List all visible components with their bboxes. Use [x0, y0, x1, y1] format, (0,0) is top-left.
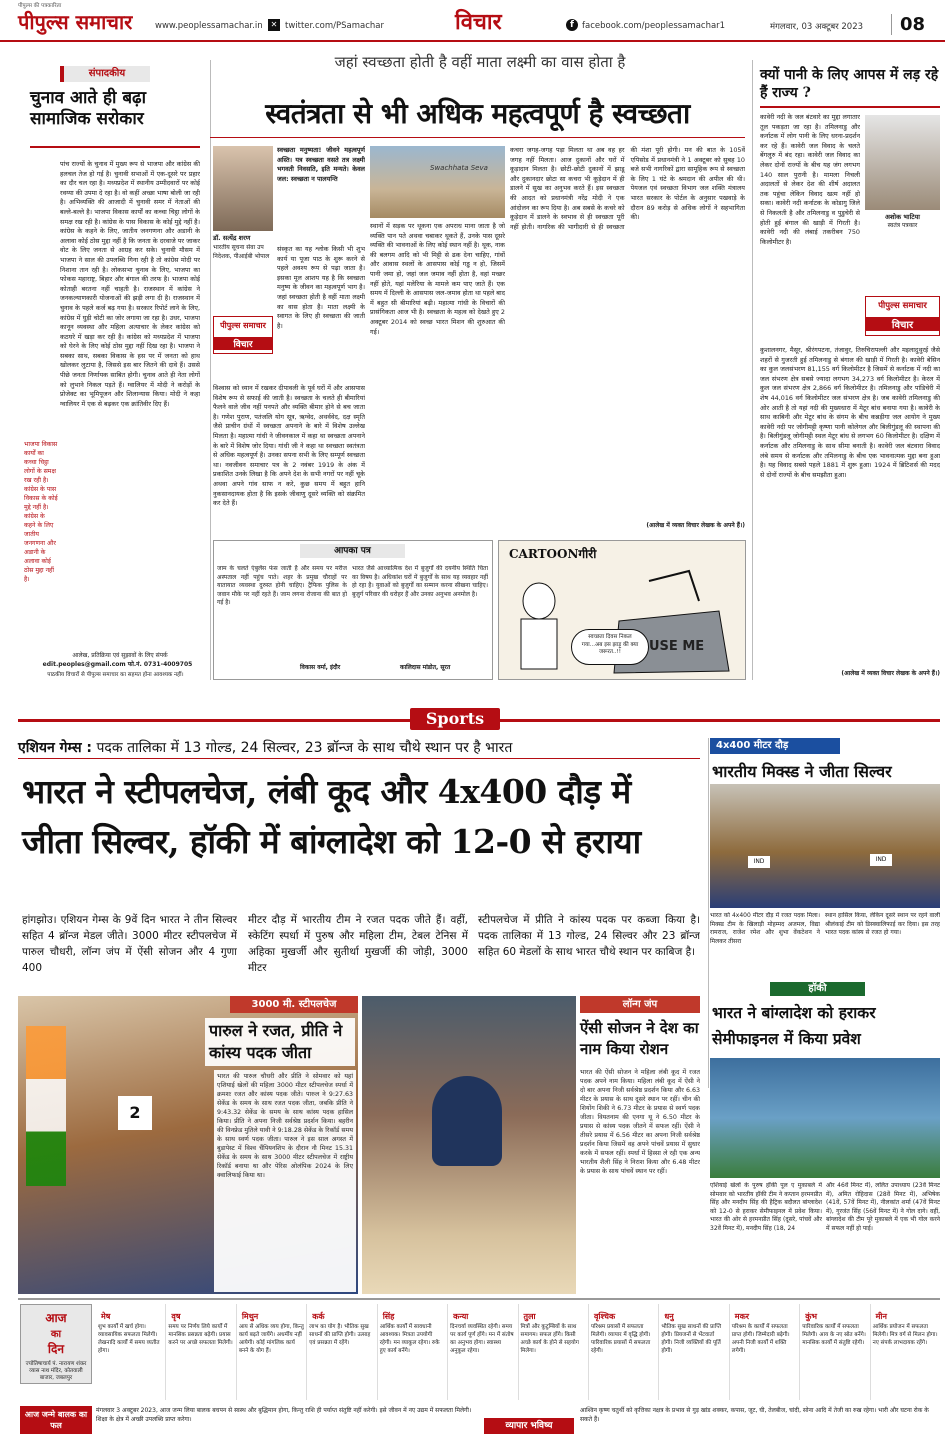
editorial-footer-1: आलेख, प्रतिक्रिया एवं सुझावों के लिए संपर्क [72, 652, 168, 659]
sports-headline-line-2: जीता सिल्वर, हॉकी में बांग्लादेश को 12-0 से हराया [22, 822, 641, 861]
sports-kicker-text: पदक तालिका में 13 गोल्ड, 24 सिल्वर, 23 ब्रॉन्ज के साथ चौथे स्थान पर है भारत [96, 740, 513, 756]
water-brand-logo: पीपुल्स समाचार [878, 301, 927, 311]
rashi-mesh-text: शुभ कार्यों में खर्च होगा। व्यावसायिक सफलता मिलेगी। लेखनादि कार्यों में समय व्यतीत होगा। [98, 1324, 160, 1354]
main-article-title: स्वतंत्रता से भी अधिक महत्वपूर्ण है स्वच्छता [265, 97, 690, 130]
water-author-photo [865, 115, 940, 210]
cartoon-panel [498, 540, 746, 680]
rashi-makar-text: परिश्रम के कार्यों में सफलता प्राप्त होगी। जिम्मेदारी बढ़ेगी। अपनी निजी कार्यों में शक्ति लगेगी। [731, 1324, 790, 1354]
rashi-meen-text: आर्थिक प्रयोजन में सफलता मिलेगी। मित्र वर्ग से मिलन होगा। नए संपर्क लाभदायक रहेंगे। [872, 1324, 938, 1346]
rashi-makar [730, 1304, 800, 1400]
runner-bib-1: 2 [118, 1096, 152, 1130]
astrologer-name: ज्योतिषाचार्य पं. नारायण शंकर व्यास नाथ मंदिर, कोतवाली बाजार, जबलपुर [25, 1361, 87, 1381]
rashi-kanya-name: कन्या [453, 1312, 469, 1321]
editorial-tag: संपादकीय [60, 66, 150, 82]
relay-bib-2: IND [870, 854, 892, 866]
steeple-tag: 3000 मी. स्टीपलचेज [230, 996, 358, 1013]
masthead [0, 0, 945, 42]
cartoon-speech-bubble: स्वच्छता दिवस निकल गया...अब इस झाड़ू की क्या जरूरत..!! [571, 629, 649, 665]
twitter-link[interactable]: twitter.com/PSamachar [285, 21, 384, 31]
facebook-icon: f [566, 19, 578, 31]
editorial-divider [30, 146, 200, 148]
rashi-mithun-name: मिथुन [241, 1312, 259, 1321]
letter-2-sign: कालिदास मांडोत, सूरत [400, 664, 451, 671]
rashi-mithun-text: आय से अधिक व्यय होगा, किन्तु कार्य बढ़ते जायेंगे। अधर्मीय नहीं आयेगी। कोई मांगलिक कार्य बनने के योग हैं। [238, 1324, 304, 1354]
brand-badge-logo: पीपुल्स समाचार [220, 320, 266, 330]
sports-lead-col-3: स्टीपलचेज में प्रीति ने कांस्य पदक पर कब्जा किया है। पदक तालिका में 13 गोल्ड, 24 सिल्वर और 23 ब्रॉन्ज सहित 60 मेडलों के साथ भारत चौथे स्थान पर काबिज है। [478, 914, 700, 958]
steeple-title: पारुल ने रजत, प्रीति ने कांस्य पदक जीता [205, 1018, 355, 1066]
rashi-vrishchik-text: परिश्रम प्रयासों में सफलता मिलेगी। व्यापार में वृद्धि होगी। पारिवारिक प्रयासों में सफलता रहेगी। [590, 1324, 651, 1354]
water-article-rule [760, 106, 940, 108]
sports-section-label: Sports [410, 708, 500, 730]
relay-title: भारतीय मिक्स्ड ने जीता सिल्वर [712, 762, 892, 781]
water-author-role: स्वतंत्र पत्रकार [887, 222, 918, 229]
relay-photo [710, 784, 940, 908]
relay-tag: 4x400 मीटर दौड़ [710, 738, 840, 754]
author-role: भारतीय सूचना सेवा उप निदेशक, पीआईबी भोपाल [213, 244, 270, 260]
editorial-title: चुनाव आते ही बढ़ा सामाजिक सरोकार [30, 88, 147, 129]
article-photo-caption: Swachhata Seva [430, 164, 488, 172]
daily-birth-label: आज जन्मे बालक का फल [20, 1406, 92, 1434]
masthead-tagline: पीपुल्स की पत्रकारिता [18, 3, 62, 9]
water-author-name: अशोक भाटिया [885, 213, 920, 221]
rashi-tula [519, 1304, 589, 1400]
rashi-singh-name: सिंह [382, 1312, 395, 1321]
steeple-text: भारत की पारुल चौधरी और प्रीति ने सोमवार को यहां एशियाई खेलों की महिला 3000 मीटर स्टीपलचेज स्पर्धा में क्रमशः रजत और कांस्य पदक जीते। पारुल ने 9:27.63 सेकेंड के समय के साथ रजत पदक जीता, जबकि प्रीति ने 9:43.32 सेकेंड के समय के साथ कांस्य पदक हासिल किया। प्रीति ने अपना निजी सर्वश्रेष्ठ प्रदर्शन किया। बहरीन की विनफ्रेड मुतिले यावी ने 9:18.28 सेकेंड के रिकॉर्ड समय के साथ स्वर्ण पदक जीता। पारुल ने इस साल अगस्त में बुडापेस्ट में विश्व चैंपियनशिप के दौरान नौ मिनट 15.31 सेकेंड के समय के साथ 3000 मीटर स्टीपलचेज में राष्ट्रीय रिकॉर्ड बनाया था और पेरिस ओलंपिक 2024 के लिए क्वालिफाई किया था। [214, 1070, 356, 1292]
hockey-text-1: एशियाई खेलों के पुरुष हॉकी पूल ए मुकाबले में सोमवार को भारतीय हॉकी टीम ने कप्तान हरमनप्रीत सिंह और मनदीप सिंह की हैट्रिक बदौलत बांग्लादेश को 12-0 से हराकर सेमीफाइनल में प्रवेश किया। भारत की ओर से हरमनप्रीत सिंह (दूसरे, पांचवें और 32वें मिनट में), मनदीप सिंह (18, 24 [710, 1182, 822, 1232]
rashi-mithun [237, 1304, 307, 1400]
rashi-vrish-text: समय पर निर्णय लिये कार्यों में मानसिक प्रसन्नता बढ़ेगी। प्रयास करने पर अच्छे सफलता मिलेगी। [168, 1324, 233, 1346]
brand-badge [213, 316, 273, 354]
rashi-vrish-name: वृष [171, 1312, 181, 1321]
right-column-divider [752, 60, 753, 680]
jump-text: भारत की ऐंसी सोजन ने महिला लंबी कूद में रजत पदक अपने नाम किया। महिला लंबी कूद में ऐंसी ने दो बार अपना निजी सर्वश्रेष्ठ प्रदर्शन किया और 6.63 मीटर के प्रयास के साथ दूसरे स्थान पर रहीं। चीन की शियोंग शिकी ने 6.73 मीटर के प्रयास से स्वर्ण पदक जीता। वियतनाम की एनगा थू ने 6.50 मीटर के प्रयास से कांस्य पदक जीतने में सफल रहीं। ऐंसी ने तीसरे प्रयास में 6.56 मीटर का अपना निजी सर्वश्रेष्ठ प्रदर्शन किया जिसमें वह अपने पांचवें प्रयास में सुधार करके में सफल रहीं। स्पर्धा में हिस्सा ले रही एक अन्य भारतीय शैली सिंह ने निराश किया और 6.48 मीटर के प्रयास के साथ पांचवें स्थान पर रहीं। [580, 1069, 700, 1175]
rashi-meen-name: मीन [875, 1312, 887, 1321]
main-article-col3: कचरा जगह-जगह पड़ा मिलता था अब वह हर जगह नहीं मिलता। आज दुकानों और घरों में कूड़ादान मिलता है। छोटी-छोटी दुकानों में झाडू और दुकानदार छोटा सा कचरा भी कूड़ेदान में ही डालने में सुख का अनुभव करते हैं। इस स्वच्छता की आदत को प्रधानमंत्री नरेंद्र मोदी ने एक आंदोलन का रूप दिया है। अब सबसे के कचरे को कूड़ेदान में डालने के स्वभाव से ही स्वच्छता पूरी नहीं होती। नागरिक की भागीदारी से ही स्वच्छता की मंशा पूरी होगी। मन की बात के 105वें एपिसोड में प्रधानमंत्री ने 1 अक्टूबर को सुबह 10 बजे सभी नागरिकों द्वारा सामूहिक रूप से स्वच्छता के लिए 1 घंटे के श्रमदान की अपील की थी। पेयजल एवं स्वच्छता विभाग जल शक्ति मंत्रालय भारत सरकार के पोर्टल के अनुसार पखवाड़े के दौरान 89 करोड़ से अधिक लोगों ने सहभागिता की। [510, 146, 745, 231]
rashi-kumbh-text: पारिवारिक कार्यों में सफलता मिलेगी। आय के नए स्रोत बनेंगे। मानसिक कार्यों में संतुष्टि रहेगी। [802, 1324, 866, 1346]
long-jump-photo [362, 996, 576, 1294]
rashi-vrish [166, 1304, 236, 1400]
aaj-label-a: आज [45, 1311, 67, 1325]
page-number: 08 [891, 14, 925, 35]
rashi-kanya-text: दिनचर्या व्यवस्थित रहेगी। समय पर कार्य पूर्ण होंगे। मन में संतोष का अनुभव होगा। स्वास्थ्य अनुकूल रहेगा। [450, 1324, 514, 1354]
water-article-title: क्यों पानी के लिए आपस में लड़ रहे हैं राज्य ? [760, 67, 939, 101]
hockey-text-2: और 46वें मिनट में), ललित उपाध्याय (23वें मिनट में), अमित रोहिदास (28वें मिनट में), अभिषेक (41वें, 57वें मिनट में), नीलकांत शर्मा (47वें मिनट में), गुरजंत सिंह (56वें मिनट में) ने गोल दागे। वहीं, बांग्लादेश की टीम पूरे मुकाबले में एक भी गोल करने में सफल नहीं हो पाई। [826, 1182, 940, 1232]
rashi-mesh [96, 1304, 166, 1400]
main-article-rule [210, 137, 745, 138]
water-brand-section: विचार [866, 317, 939, 331]
rashi-vrishchik [589, 1304, 659, 1400]
editorial-body: पांच राज्यों के चुनाव में मुख्य रूप से भाजपा और कांग्रेस की हलचल तेज हो गई है। चुनावी सभाओं में एक-दूसरे पर प्रहार का दौर चल रहा है। मध्यप्रदेश में स्थानीय उम्मीदवारों पर कोई रवय्या की उपमा दे रहा है। वो कहीं अच्छा भाषा बोली जा रही है। अभिव्यक्ति की आजादी में चुनावी समर में नेताओं की बल्ले-बल्ले है। भाजपा विकास कार्यों का कच्चा चिट्ठा लोगों के समक्ष रख रही है। कांग्रेस के पास विकास के कोई मुद्दे नहीं है। कांग्रेस के कहने के लिए, जातीय जनगणना और अडानी के अलावा कोई ठोस मुद्दा नहीं है कि जनता के दरवाजे पर जाकर वोट के लिए जनता से आग्रह कर सके। चुनावी मौसम में भाजपा ने साल की उपलब्धि गिना रही है तो कांग्रेस मोदी पर निशाना तान रही है। लोकसभा चुनाव के लिए, भाजपा का फोकस महाराष्ट्र, बिहार और बंगाल की तरफ है। भाजपा कोई कोताही बरतना नहीं चाहती है। राजस्थान में कांग्रेस ने जनकल्याणकारी योजनाओं की झड़ी लगा दी है। राजस्थान में चुनाव के पहले कर्ज बढ़ गया है। सरकार रिपोर्ट लाने के लिए, कांग्रेस में घुड़ी चोटी का जोर लगाया जा रहा है। उधर, भाजपा कानून व्यवस्था और महिला अत्याचार के लेकर कांग्रेस को कठघरे में खड़ा कर रही है। कांग्रेस को मध्यप्रदेश में भाजपा को घेरने के लिए कोई ठोस मुद्दा नहीं दिख रहा है। भाजपा ने सबका साथ, सबका विकास के हस पर में जनता को हाथ खोलकर लुटाया है, जिससे इस बार जितने की दावे हैं। उससे पीछे जनता निर्णायक साबित होगी। चुनाव आते ही नेता लोगों को लुभाने निकल पड़ते हैं। ग्वालियर में मोदी ने करोड़ों के प्रोजेक्ट का भूमिपूजन और शिलान्यास किया। मोदी ने कहा ग्वालियर में एक से बढ़कर एक क्रांतिवीर दिए हैं। [60, 160, 200, 408]
editorial-pullquote: भाजपा विकास कार्यों का कच्चा चिट्ठा लोगों के समक्ष रख रही है। कांग्रेस के पास विकास के कोई मुद्दे नहीं है। कांग्रेस के कहने के लिए जातीय जनगणना और अडानी के अलावा कोई ठोस मुद्दा नहीं है। [24, 441, 58, 583]
hockey-title: भारत ने बांग्लादेश को हराकर सेमीफाइनल में किया प्रवेश [712, 1003, 876, 1048]
website-link[interactable]: www.peoplessamachar.in [155, 21, 263, 31]
section-title: विचार [455, 9, 502, 35]
main-article-kicker: जहां स्वच्छता होती है वहीं माता लक्ष्मी का वास होता है [334, 53, 626, 71]
rashi-meen [871, 1304, 940, 1400]
water-brand-badge [865, 296, 940, 336]
rashi-kumbh [800, 1304, 870, 1400]
sports-lead-col-2: मीटर दौड़ में भारतीय टीम ने रजत पदक जीते हैं। वहीं, स्केटिंग स्पर्धा में पुरुष और महिला टीम, टेबल टेनिस में अहिका मुखर्जी और सुतीर्था मुखर्जी की जोड़ी, 3000 मीटर [248, 914, 468, 974]
aaj-label-c: दिन [47, 1342, 65, 1356]
rashi-dhanu [659, 1304, 729, 1400]
rashi-tula-text: मित्रों और कुटुम्बियों के साथ समागम। सफल होंगे। किसी अच्छे कार्य के होने से सहयोग मिलेगा। [520, 1324, 579, 1354]
rashi-makar-name: मकर [734, 1312, 749, 1321]
athlete-silhouette [432, 1076, 502, 1166]
jump-tag: लॉन्ग जंप [580, 996, 700, 1013]
cartoon-bin-label: USE ME [649, 639, 705, 654]
water-article-byline: (आलेख में व्यक्त विचार लेखक के अपने हैं।) [841, 670, 940, 677]
x-icon: ✕ [268, 19, 280, 31]
rashi-kark-text: लाभ का योग है। भौतिक सुख साधनों की प्राप्ति होगी। उत्साह एवं प्रसन्नता में रहेंगे। [309, 1324, 371, 1346]
aaj-ka-din-box [20, 1304, 92, 1384]
relay-text-1: भारत को 4x400 मीटर दौड़ में रजत पदक मिला। मिक्स्ड टीम के खिलाड़ी मोहम्मद अजमल, विद्या रामराज, राजेश रमेश और शुभा वेंकटेशन ने मिलकर तीसरा [710, 912, 820, 945]
sports-kicker-rule [18, 758, 700, 759]
relay-bib-1: IND [748, 856, 770, 868]
letters-title: आपका पत्र [300, 544, 405, 558]
main-article-quote: स्वच्छता मनुष्यता! जीवने महत्वपूर्ण अस्ति। यत्र स्वच्छता वसते तत्र लक्ष्मी भगवती निवसति, इति मन्यते। केवल जल: स्वच्छता न पालयन्ति [277, 146, 365, 183]
author-name: डॉ. सत्येंद्र शरण [213, 234, 251, 242]
horoscope-top-rule [18, 1298, 940, 1300]
sports-kicker [18, 738, 698, 757]
rashi-kanya [448, 1304, 518, 1400]
rashi-kumbh-name: कुंभ [805, 1312, 817, 1321]
sports-headline-line-1: भारत ने स्टीपलचेज, लंबी कूद और 4x400 दौड़ में [22, 772, 631, 811]
main-article-col2: स्थानों में सड़क पर थूकना एक अपराध माना जाता है जो व्यक्ति पान पते अथवा चबाकर थूकते हैं, उनके पास दूसरे व्यक्ति की भावनाओं के लिए कोई स्थान नहीं है। थूक, नाक की बलगम आदि को भी मिट्टी से ढक देना चाहिए, गांवों और आवास स्थलों के आसपास कोई गड्ढ न हो, जिसमें पानी जमा हो, जहां जल जमाव नहीं होता है, वहां मच्छर नहीं होते, यहां मलेरिया के मामले कम पाए जाते हैं। एक समय में दिल्ली के आसपास जल-जमाव होता था पहले बाद में बहुत सी बीमारियां बढ़ी। महात्मा गांधी के विचारों की प्रासंगिकता आज भी है। स्वच्छता के महत्व को देखते हुए 2 अक्टूबर 2014 को स्वच्छ भारत मिशन की शुरुआत की गई। [370, 222, 505, 336]
trade-forecast-text: आश्विन कृष्ण चतुर्थी को कृत्तिका नक्षत्र के प्रभाव से गुड़ खांड शक्कर, कपास, जूट, घी, तेलबीज, चांदी, सोना आदि में तेजी का रुख रहेगा। भारी और घटना रोक के सकते हैं। [580, 1407, 929, 1423]
main-article-col1b: विश्वास को ध्यान में रखकर दीपावली के पूर्व घरों में और आसपास विशेष रूप से सफाई की जाती है। स्वच्छता के चलते ही बीमारियां फैलने वाले जीव नहीं पनपते और व्यक्ति बीमार होने से बच जाता है। गणेश पुराण, पतंजलि योग सूत्र, ऋग्वेद, अथर्ववेद, दक्ष स्मृति जैसे प्राचीन ग्रंथों में स्वच्छता अपनाने के बारे में विशेष उल्लेख मिलता है। महात्मा गांधी ने जीवनकाल में कहा था स्वच्छता अपनाने के बारे में विशेष जोर दिया। गांधी जी ने कहा था स्वच्छता स्वतंत्रता से अधिक महत्वपूर्ण है। उनका सपना सभी के लिए सम्पूर्ण स्वच्छता था। नवजीवन समाचार पत्र के 2 नवंबर 1919 के अंक में प्रकाशित उनके लिखा है कि अपने देश के सभी नगरों पर नहीं चूके अथवा अपने गांव साफ न करे, कुछ समय में बहुत हानि नुकसानदायक होता है कि इसके जीवाणु दूसरे व्यक्ति को संक्रमित कर देते हैं। [213, 384, 365, 508]
trade-forecast-label: व्यापार भविष्य [484, 1418, 574, 1434]
rashi-singh [378, 1304, 448, 1400]
daily-birth-text: मंगलवार 3 अक्टूबर 2023, आज जन्म लिया बालक बचपन से स्वस्थ और बुद्धिमान होगा, किन्तु राशि ही पर्याप्त संतुष्टि नहीं करेगी। इसे जीवन में नए उद्यम में सफलता मिलेगी। शिक्षा के क्षेत्र में अच्छी उपलब्धि प्राप्त करेगा। [96, 1407, 472, 1423]
rashi-mesh-name: मेष [101, 1312, 111, 1321]
water-article-col1: कावेरी नदी के जल बंटवारे का मुद्दा लगातार तूल पकड़ता जा रहा है। तमिलनाडु और कर्नाटक में लोग पानी के लिए धरना-प्रदर्शन कर रहे हैं। कावेरी जल विवाद के चलते बेंगलुरु में बंद रहा। कावेरी जल विवाद का लेकर दोनों राज्यों के बीच यह जंग लगभग 140 साल पुरानी है। मामला निचली अदालतों से लेकर देश की शीर्ष अदालत तक पहुंचा लेकिन विवाद खत्म नहीं हो सका। कावेरी नदी कर्नाटक के कोडागु जिले से निकलती है और तमिलनाडु व पुडुचेरी से होती हुई बंगाल की खाड़ी में गिरती है। कावेरी नदी की लंबाई तकरीबन 750 किलोमीटर है। [760, 113, 860, 246]
rashi-singh-text: आर्थिक कार्यों में सावधानी आवश्यक। मित्रता उपयोगी रहेगी। मन व्याकुल रहेगा। रुके हुए कार्य बनेंगे। [379, 1324, 440, 1354]
letter-1-sign: विकास वर्मा, इंदौर [300, 664, 341, 671]
water-article-col2: कुशालनगर, मैसूर, श्रीरंगपटना, तंजावुर, तिरुचिरापल्ली और मइलादुथुरई जैसे शहरों से गुजरती हुई तमिलनाडु से बंगाल की खाड़ी में गिरती है। कावेरी बेसिन का कुल जलसंभरण 81,155 वर्ग किलोमीटर है जिसमें से कर्नाटक में नदी का जल संभरण क्षेत्र सबसे ज्यादा लगभग 34,273 वर्ग किलोमीटर है। केरल में कुल जल संभरण क्षेत्र 2,866 वर्ग किलोमीटर है। तमिलनाडु और पांडिचेरी में शेष 44,016 वर्ग किलोमीटर जल संभरण क्षेत्र है। जब कावेरी तमिलनाडु की ओर आती है तो यहां नदी की मुख्यधारा में मेटूर बांध बनाया गया है। कावेरी के साथ काबिनी और मेटूर बांध के संगम के बीच कन्नड़ीगा जल आयोग ने मुख्य कावेरी नदी पर जोगीमट्टी कृष्णा पानी कोलेगल और बिलीगुंडलू की स्थापना की है। बिलीगुंडलू जोगीमट्टी स्थल मेटूर बांध से लगभग 60 किलोमीटर है। दक्षिण में कर्नाटक और तमिलनाडु के साथ सीमा बनाती है। कावेरी जल बंटवारा विवाद लंबे समय से कर्नाटक और तमिलनाडु के बीच एक भावनात्मक मुद्दा बना हुआ है। यह विवाद सबसे पहले 1881 में शुरू हुआ। 1924 में ब्रिटिशर्स की मदद से दोनों राज्यों के बीच समझौता हुआ। [760, 346, 940, 479]
article-photo [370, 146, 505, 218]
rashi-grid [96, 1304, 940, 1400]
masthead-logo: पीपुल्स समाचार [18, 10, 133, 34]
rashi-dhanu-text: भौतिक सुख साधनों की प्राप्ति होगी। प्रियजनों से भेंटवार्ता होगी। निजी व्यक्तियों की पूर्ति होगी। [661, 1324, 722, 1354]
facebook-link[interactable]: facebook.com/peoplessamachar1 [582, 21, 726, 31]
issue-date: मंगलवार, 03 अक्टूबर 2023 [770, 22, 864, 32]
jump-title: ऐंसी सोजन ने देश का नाम किया रोशन [580, 1019, 699, 1058]
rashi-vrishchik-name: वृश्चिक [593, 1312, 616, 1321]
rashi-tula-name: तुला [523, 1312, 536, 1321]
sports-lead-col-1: हांगझोउ। एशियन गेम्स के 9वें दिन भारत ने तीन सिल्वर सहित 4 ब्रॉन्ज मेडल जीते। 3000 मीटर स्टीपलचेज में पारुल चौधरी, लॉन्ग जंप में ऐंसी सोजन और 4 गुणा 400 [22, 914, 237, 974]
aaj-label-b: का [50, 1329, 62, 1340]
brand-badge-section: विचार [214, 337, 272, 350]
column-divider [210, 60, 211, 680]
rashi-kark [307, 1304, 377, 1400]
author-photo [213, 146, 273, 231]
rashi-dhanu-name: धनु [664, 1312, 674, 1321]
relay-text-2: स्थान हासिल किया, लेकिन दूसरे स्थान पर रहने वाली श्रीलंकाई टीम को डिस्क्वालिफाई कर दिया। इस तरह भारत पदक कांस्य से रजत हो गया। [825, 912, 940, 937]
editorial-footer-email[interactable]: edit.peoples@gmail.com फो.नं. 0731-4009705 [42, 661, 193, 668]
letter-1: जाम के चलते एंबुलेंस फंस जाती है और समय पर मरीज अस्पताल नहीं पहुंच पाते। शहर के प्रमुख चौराहों पर यातायात व्यवस्था दुरुस्त होनी चाहिए। ट्रैफिक पुलिस के जवान मौके पर नहीं रहते हैं। जाम लगना रोजाना की बात हो गई है। [217, 565, 347, 607]
main-article-col1: संस्कृत का यह श्लोक किसी भी शुभ कार्य या पूजा पाठ के शुरू करने से पहले अवश्य रूप से पढ़ा जाता है। इसका मूल आशय यह है कि स्वच्छता मनुष्य के जीवन का महत्वपूर्ण भाग है। जहां स्वच्छता होती है वहीं माता लक्ष्मी का वास होता है। माता लक्ष्मी के स्वागत के लिए ही स्वच्छता की जाती है। [277, 245, 365, 330]
editorial-footer-3: पाठकीय विचारों से पीपुल्स समाचार का सहमत होना आवश्यक नहीं। [47, 672, 184, 678]
hockey-photo [710, 1058, 940, 1178]
flag-shape [26, 1026, 66, 1186]
main-article-byline: (आलेख में व्यक्त विचार लेखक के अपने हैं।) [646, 522, 745, 529]
sports-kicker-label: एशियन गेम्स : [18, 740, 93, 756]
cartoon-title: CARTOONगीरी [509, 547, 597, 561]
letter-2: भारत जैसे आध्यात्मिक देश में बुजुर्गों की दयनीय स्थिति चिंता का विषय है। अधिकांश घरों में बुजुर्गों के साथ यह व्यवहार नहीं हो रहा है। युवाओं को बुजुर्गों का सम्मान करना सीखना चाहिए। बुजुर्ग परिवार की धरोहर हैं और उनका अनुभव अनमोल है। [352, 565, 488, 598]
hockey-tag: हॉकी [770, 982, 865, 996]
rashi-kark-name: कर्क [312, 1312, 325, 1321]
